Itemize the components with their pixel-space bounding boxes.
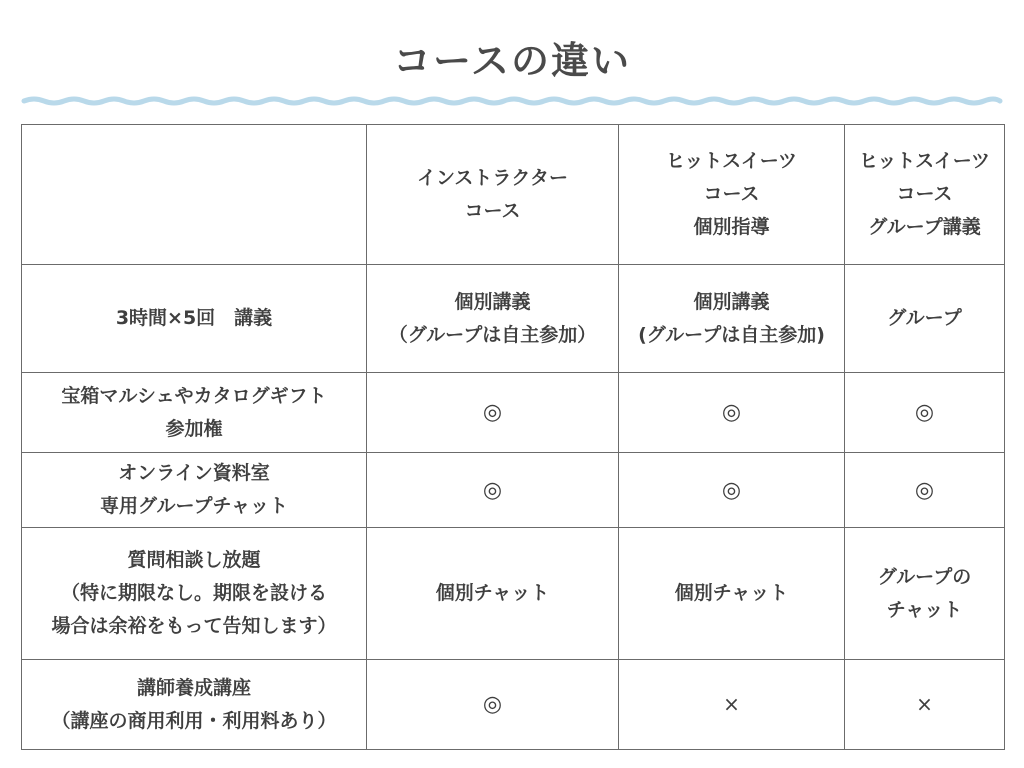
- cell-line: 個別講義: [454, 290, 531, 313]
- double-circle-mark: ◎: [482, 692, 503, 717]
- table-cell: [367, 265, 619, 373]
- table-row: [22, 453, 1005, 528]
- row-label-line: 質問相談し放題: [127, 549, 261, 571]
- row-label-line: 参加権: [165, 417, 223, 440]
- row-label-line: 宝箱マルシェやカタログギフト: [61, 384, 327, 407]
- header-line: ヒットスイーツ: [858, 150, 991, 172]
- table-cell: [845, 265, 1005, 373]
- row-label-line: 3時間×5回 講義: [115, 307, 273, 329]
- cell-line: （グループは自主参加）: [388, 323, 597, 346]
- header-line: 個別指導: [693, 216, 770, 238]
- double-circle-mark: ◎: [721, 400, 742, 425]
- table-cell: [619, 660, 845, 750]
- table-cell: [845, 373, 1005, 453]
- row-label: [22, 373, 367, 453]
- table-row: [22, 528, 1005, 660]
- table-cell: [619, 453, 845, 528]
- title-underline: [20, 95, 1004, 107]
- table-cell: [619, 528, 845, 660]
- cross-mark: ×: [723, 692, 740, 716]
- table-cell: [845, 528, 1005, 660]
- table-row: [22, 265, 1005, 373]
- table-cell: [367, 373, 619, 453]
- table-cell: [367, 660, 619, 750]
- double-circle-mark: ◎: [914, 400, 935, 425]
- row-label: [22, 660, 367, 750]
- header-line: コース: [464, 199, 521, 222]
- double-circle-mark: ◎: [482, 477, 503, 503]
- table-cell: [845, 453, 1005, 528]
- table-cell: [367, 528, 619, 660]
- cell-line: 個別チャット: [435, 582, 550, 604]
- header-instructor-course: [367, 125, 619, 265]
- double-circle-mark: ◎: [482, 400, 503, 425]
- header-line: インストラクター: [416, 166, 569, 189]
- cell-line: グループの: [877, 565, 972, 588]
- table-header-row: [22, 125, 1005, 265]
- table-row: [22, 660, 1005, 750]
- double-circle-mark: ◎: [914, 477, 935, 503]
- cell-line: 個別チャット: [674, 582, 789, 604]
- header-line: コース: [896, 183, 953, 205]
- cell-line: チャット: [886, 598, 963, 621]
- header-line: ヒットスイーツ: [665, 150, 798, 172]
- header-empty-cell: [22, 125, 367, 265]
- row-label-line: 専用グループチャット: [100, 495, 288, 517]
- page-title: コースの違い: [392, 39, 632, 83]
- header-line: コース: [703, 183, 760, 205]
- table-cell: [619, 265, 845, 373]
- table-cell: [367, 453, 619, 528]
- cell-line: グループ: [887, 307, 962, 329]
- row-label-line: オンライン資料室: [118, 462, 270, 484]
- row-label: [22, 265, 367, 373]
- double-circle-mark: ◎: [721, 477, 742, 503]
- header-hitsweets-group: [845, 125, 1005, 265]
- cell-line: (グループは自主参加): [638, 323, 825, 346]
- cell-line: 個別講義: [693, 290, 770, 313]
- cross-mark: ×: [916, 692, 933, 716]
- row-label-line: （特に期限なし。期限を設ける: [60, 582, 327, 604]
- course-comparison-table: [21, 124, 1005, 750]
- row-label: [22, 453, 367, 528]
- header-hitsweets-individual: [619, 125, 845, 265]
- table-cell: [619, 373, 845, 453]
- table-row: [22, 373, 1005, 453]
- row-label-line: （講座の商用利用・利用料あり）: [51, 709, 337, 732]
- row-label-line: 講師養成講座: [136, 676, 251, 699]
- row-label-line: 場合は余裕をもって告知します）: [51, 615, 337, 637]
- row-label: [22, 528, 367, 660]
- table-cell: [845, 660, 1005, 750]
- header-line: グループ講義: [868, 216, 981, 238]
